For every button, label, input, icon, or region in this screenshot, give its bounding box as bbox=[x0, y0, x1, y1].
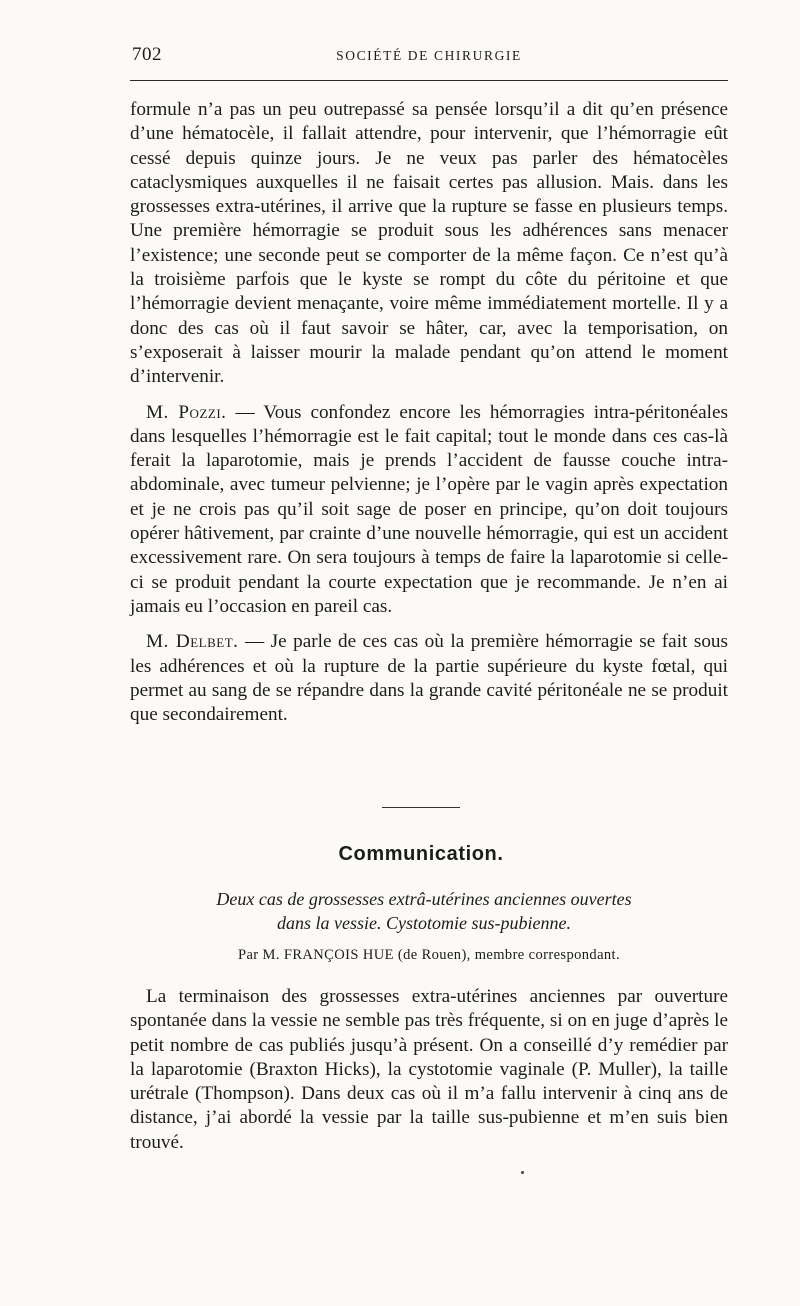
communication-title-line: Deux cas de grossesses extrâ-utérines anciennes ouvertes bbox=[216, 889, 632, 909]
communication-heading: Communication. bbox=[338, 843, 504, 865]
communication-body bbox=[130, 985, 728, 1155]
paragraph-text: — Vous confondez encore les hémorragies intra-péritonéales dans lesquelles l’hémorragie est le fait capital; tout le monde dans ces cas-là ferait la laparotomie, mais je prends l’accident de fausse couche intra-abdominale, avec tumeur pelvienne; je l’opère par le vagin après expectation et je ne crois pas qu’il soit sage de poser en principe, qu’on doit toujours opérer hâtivement, par crainte d’une nouvelle hémorragie, qui est un accident excessivement rare. On sera toujours à temps de faire la laparotomie si celle-ci se produit pendant la courte expectation que je recommande. Je n’en ai jamais eu l’occasion en pareil cas. bbox=[130, 401, 728, 617]
paragraph-text: — Je parle de ces cas où la première hémorragie se fait sous les adhérences et où la rupture de la partie supérieure du kyste fœtal, qui permet au sang de se répandre dans la grande cavité péritonéale ne se produit que secondairement. bbox=[130, 631, 728, 726]
header-rule bbox=[130, 80, 728, 81]
paragraph-text: formule n’a pas un peu outrepassé sa pensée lorsqu’il a dit qu’en présence d’une hématocèle, il fallait attendre, pour intervenir, que l’hémorragie eût cessé depuis quinze jours. Je ne veux pas parler des hématocèles cataclysmiques auxquelles il ne faisait certes pas allusion. Mais. dans les grossesses extra-utérines, il arrive que la rupture se fasse en plusieurs temps. Une première hémorragie se produit sous les adhérences sans menacer l’existence; une seconde peut se comporter de la même façon. Ce n’est qu’à la troisième parfois que le kyste se rompt du côte du péritoine et que l’hémorragie devient menaçante, voire même immédiatement mortelle. Il y a donc des cas où il faut savoir se hâter, car, avec la temporisation, on s’exposerait à laisser mourir la malade pendant qu’on attend le moment d’intervenir. bbox=[130, 99, 728, 388]
author-byline: Par M. FRANÇOIS HUE (de Rouen), membre correspondant. bbox=[237, 947, 621, 963]
speaker-name: M. Delbet. bbox=[146, 631, 239, 653]
section-divider bbox=[382, 807, 460, 808]
page-header bbox=[130, 44, 728, 74]
paragraph-text: La terminaison des grossesses extra-utérines anciennes par ouverture spontanée dans la vessie ne semble pas très fréquente, si on en juge d’après le petit nombre de cas publiés jusqu’à présent. On a conseillé d’y remédier par la laparotomie (Braxton Hicks), la cystotomie vaginale (P. Muller), la taille urétrale (Thompson). Dans deux cas où il m’a fallu intervenir à cinq ans de distance, j’ai abordé la vessie par la taille sus-pubienne et m’en suis bien trouvé. bbox=[130, 986, 728, 1153]
paragraph-delbet bbox=[130, 630, 728, 727]
running-title: SOCIÉTÉ DE CHIRURGIE bbox=[336, 48, 522, 63]
discussion-body bbox=[130, 98, 728, 727]
paragraph-continuation bbox=[130, 98, 728, 390]
paragraph-pozzi bbox=[130, 401, 728, 620]
communication-title-line: dans la vessie. Cystotomie sus-pubienne. bbox=[277, 913, 571, 933]
speaker-name: M. Pozzi. bbox=[146, 401, 227, 423]
page-number: 702 bbox=[132, 44, 162, 65]
ink-speck bbox=[521, 1171, 524, 1174]
communication-title bbox=[150, 887, 698, 935]
